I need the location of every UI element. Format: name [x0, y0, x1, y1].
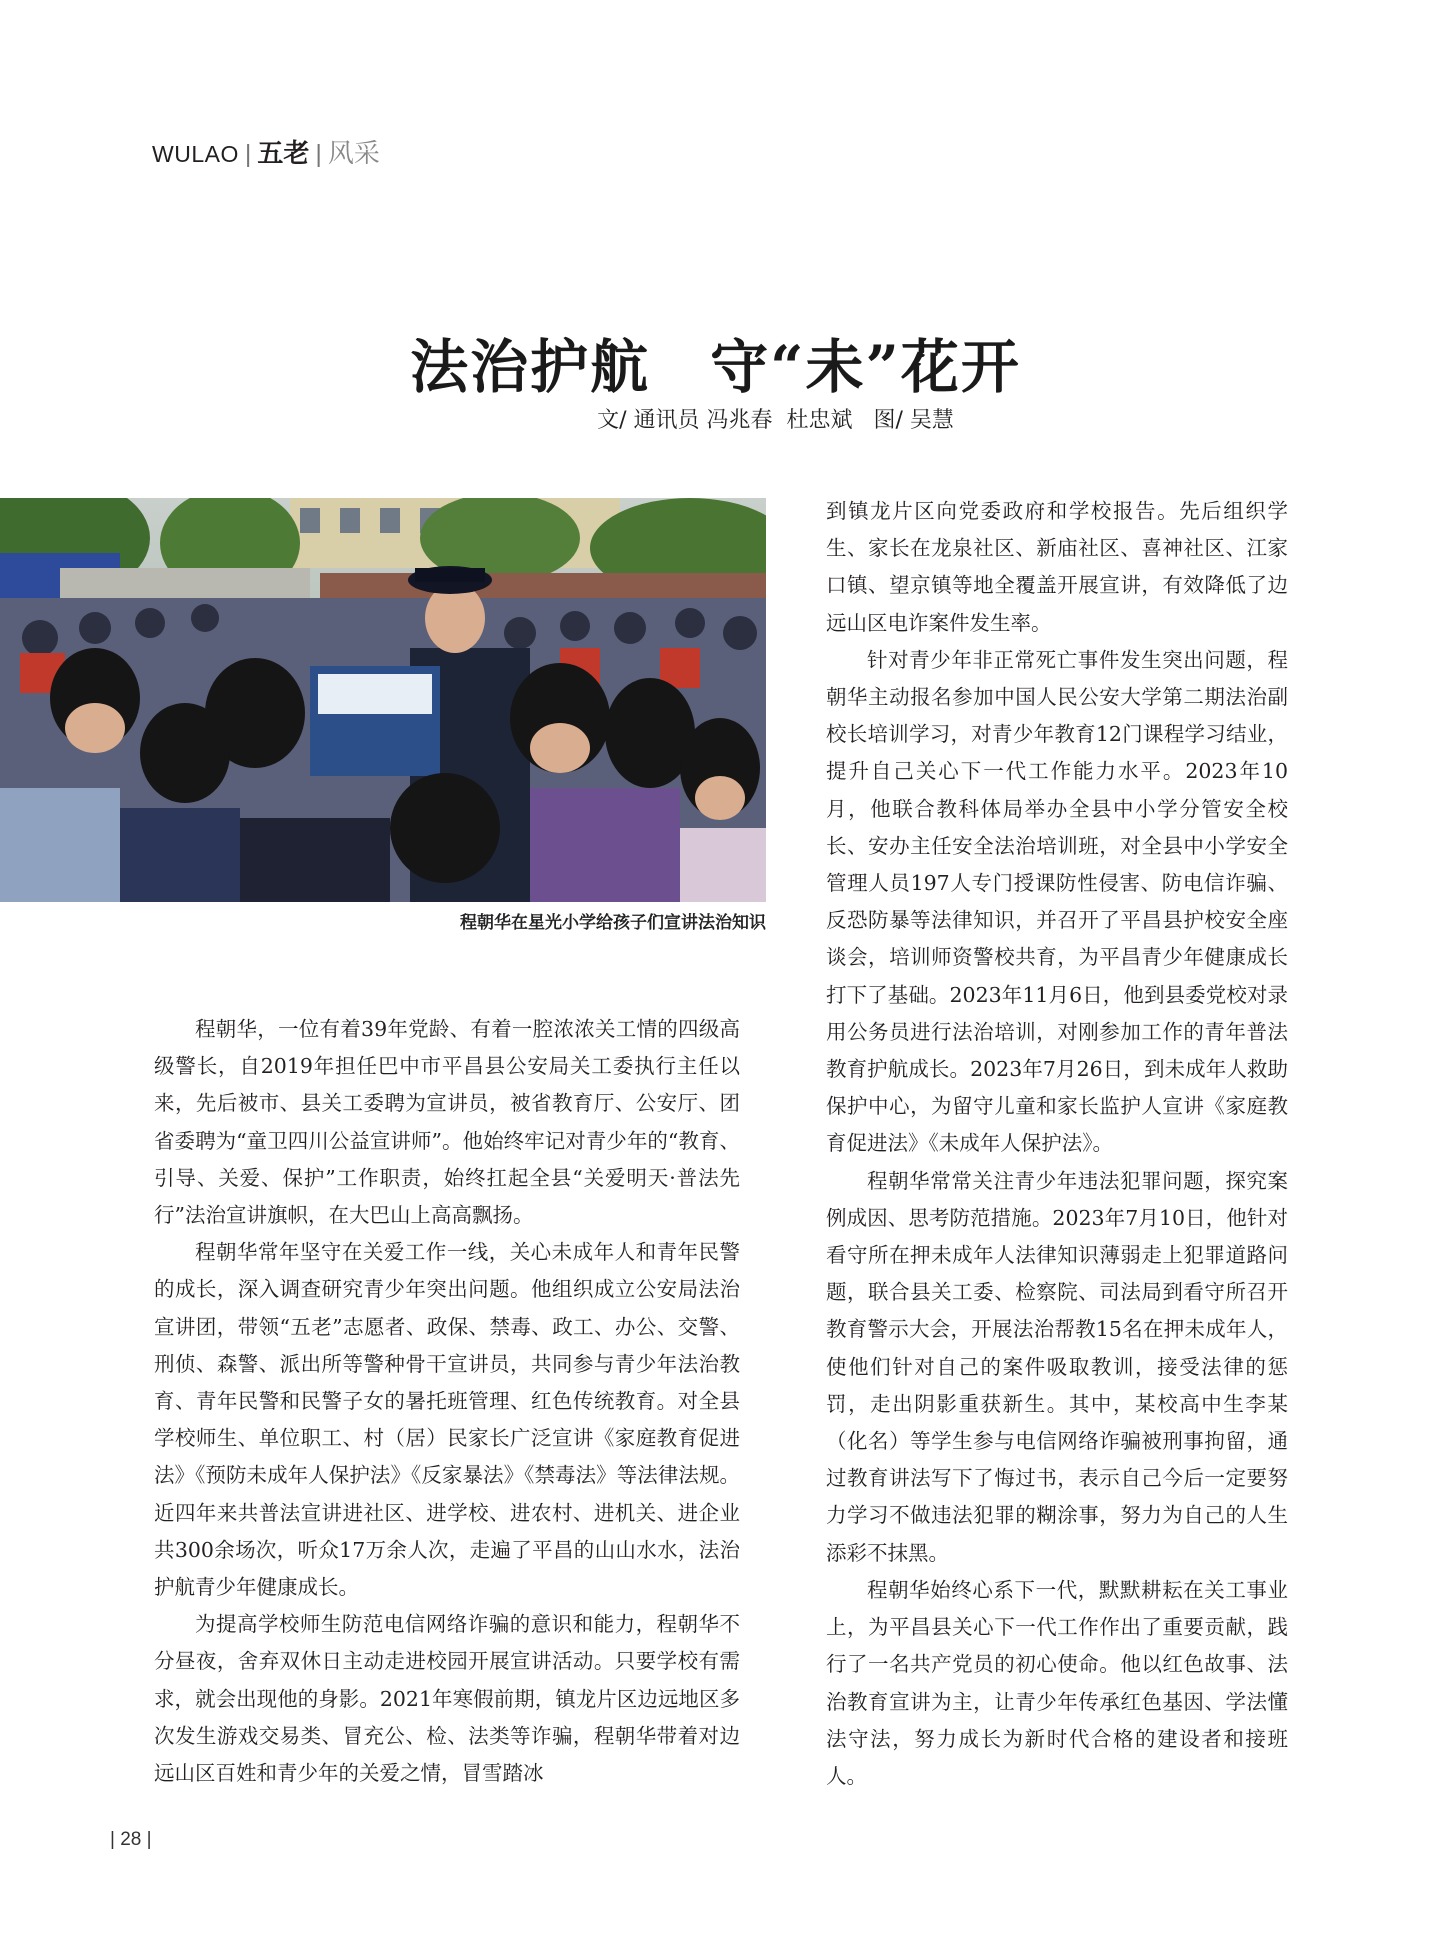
paragraph: 程朝华始终心系下一代，默默耕耘在关工事业上，为平昌县关心下一代工作作出了重要贡献，践行了一名共产党员的初心使命。他以红色故事、法治教育宣讲为主，让青少年传承红色基因、学法懂法守法，努力成长为新时代合格的建设者和接班人。	[826, 1577, 1288, 1788]
header-section: 五老	[257, 139, 310, 169]
article-photo	[0, 498, 766, 902]
paragraph: 程朝华常年坚守在关爱工作一线，关心未成年人和青年民警的成长，深入调查研究青少年突出问题。他组织成立公安局法治宣讲团，带领“五老”志愿者、政保、禁毒、政工、办公、交警、刑侦、森警、派出所等警种骨干宣讲员，共同参与青少年法治教育、青年民警和民警子女的暑托班管理、红色传统教育。对全县学校师生、单位职工、村（居）民家长广泛宣讲《家庭教育促进法》《预防未成年人保护法》《反家暴法》《禁毒法》等法律法规。近四年来共普法宣讲进社区、进学校、进农村、进机关、进企业共300余场次，听众17万余人次，走遍了平昌的山山水水，法治护航青少年健康成长。	[154, 1240, 740, 1600]
header-divider: |	[244, 140, 252, 168]
header-brand: WULAO	[152, 141, 239, 167]
page-number: | 28 |	[110, 1829, 152, 1850]
article-column-left	[154, 1011, 740, 1792]
paragraph: 针对青少年非正常死亡事件发生突出问题，程朝华主动报名参加中国人民公安大学第二期法治副校长培训学习，对青少年教育12门课程学习结业，提升自己关心下一代工作能力水平。2023年10月，他联合教科体局举办全县中小学分管安全校长、安办主任安全法治培训班，对全县中小学安全管理人员197人专门授课防性侵害、防电信诈骗、反恐防暴等法律知识，并召开了平昌县护校安全座谈会，培训师资警校共育，为平昌青少年健康成长打下了基础。2023年11月6日，他到县委党校对录用公务员进行法治培训，对刚参加工作的青年普法教育护航成长。2023年7月26日，到未成年人救助保护中心，为留守儿童和家长监护人宣讲《家庭教育促进法》《未成年人保护法》。	[826, 647, 1288, 1156]
photo-illustration	[0, 498, 766, 902]
paragraph-continued: 到镇龙片区向党委政府和学校报告。先后组织学生、家长在龙泉社区、新庙社区、喜神社区、江家口镇、望京镇等地全覆盖开展宣讲，有效降低了边远山区电诈案件发生率。	[826, 499, 1288, 635]
paragraph: 程朝华常常关注青少年违法犯罪问题，探究案例成因、思考防范措施。2023年7月10日，他针对看守所在押未成年人法律知识薄弱走上犯罪道路问题，联合县关工委、检察院、司法局到看守所召开教育警示大会，开展法治帮教15名在押未成年人，使他们针对自己的案件吸取教训，接受法律的惩罚，走出阴影重获新生。其中，某校高中生李某（化名）等学生参与电信网络诈骗被刑事拘留，通过教育讲法写下了悔过书，表示自己今后一定要努力学习不做违法犯罪的糊涂事，努力为自己的人生添彩不抹黑。	[826, 1168, 1288, 1565]
header-divider: |	[315, 140, 322, 168]
paragraph: 程朝华，一位有着39年党龄、有着一腔浓浓关工情的四级高级警长，自2019年担任巴中市平昌县公安局关工委执行主任以来，先后被市、县关工委聘为宣讲员，被省教育厅、公安厅、团省委聘为“童卫四川公益宣讲师”。他始终牢记对青少年的“教育、引导、关爱、保护”工作职责，始终扛起全县“关爱明天·普法先行”法治宣讲旗帜，在大巴山上高高飘扬。	[154, 1017, 740, 1228]
magazine-column-header	[152, 136, 380, 172]
article-byline: 文/ 通讯员 冯兆春 杜忠斌 图/ 吴慧	[597, 408, 954, 433]
header-subsection: 风采	[327, 139, 380, 169]
photo-caption: 程朝华在星光小学给孩子们宣讲法治知识	[460, 913, 766, 933]
paragraph: 为提高学校师生防范电信网络诈骗的意识和能力，程朝华不分昼夜，舍弃双休日主动走进校园开展宣讲活动。只要学校有需求，就会出现他的身影。2021年寒假前期，镇龙片区边远地区多次发生游戏交易类、冒充公、检、法类等诈骗，程朝华带着对边远山区百姓和青少年的关爱之情，冒雪踏冰	[154, 1612, 740, 1786]
article-column-right	[826, 493, 1288, 1795]
article-title: 法治护航 守“未”花开	[410, 333, 1021, 401]
